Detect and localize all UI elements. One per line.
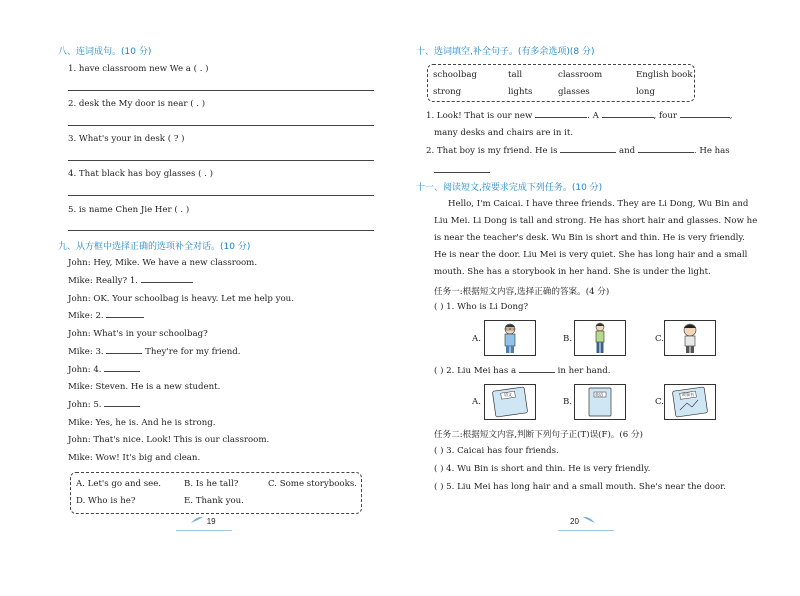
tall-boy-image[interactable] (574, 320, 626, 356)
option-b-label: B. (563, 334, 573, 344)
word: classroom (558, 70, 603, 80)
task-1-title: 任务一:根据短文内容,选择正确的答案。(4 分) (434, 287, 610, 297)
tf-question-4: ( ) 4. Wu Bin is short and thin. He is very friendly. (434, 464, 651, 474)
section-9-title: 九、从方框中选择正确的选项补全对话。(10 分) (58, 242, 251, 252)
task-2-title: 任务二:根据短文内容,判断下列句子正(T)误(F)。(6 分) (434, 430, 643, 440)
dialog-line-11: John: That's nice. Look! This is our classroom. (68, 435, 270, 445)
blank-2[interactable] (106, 317, 144, 318)
dialog-line-6: Mike: 3. They're for my friend. (68, 347, 241, 357)
blank-4[interactable] (104, 371, 140, 372)
passage-line: He is near the door. Liu Mei is very quiet. She has long hair and a small (434, 250, 748, 260)
page-number-left: 19 (190, 516, 216, 527)
option-c-label: C. (655, 397, 665, 407)
option-c: C. Some storybooks. (268, 479, 357, 489)
dialog-line-3: John: OK. Your schoolbag is heavy. Let me help you. (68, 294, 294, 304)
boy-image[interactable] (664, 320, 716, 356)
blank-1[interactable] (141, 282, 193, 283)
section-10-title: 十、选词填空,补全句子。(有多余选项)(8 分) (416, 47, 595, 57)
tf-question-3: ( ) 3. Caicai has four friends. (434, 446, 559, 456)
boy-with-glasses-image[interactable] (484, 320, 536, 356)
dialog-line-8: Mike: Steven. He is a new student. (68, 382, 221, 392)
option-b: B. Is he tall? (184, 479, 239, 489)
passage-line: mouth. She has a storybook in her hand. She is under the light. (434, 267, 711, 277)
dialog-line-2: Mike: Really? 1. (68, 276, 193, 286)
option-a: A. Let's go and see. (76, 479, 162, 489)
section-11-title: 十一、阅读短文,按要求完成下列任务。(10 分) (416, 183, 603, 193)
s8-item-3: 3. What's your in desk ( ? ) (68, 134, 185, 144)
blank[interactable] (434, 172, 490, 173)
option-b-label: B. (563, 397, 573, 407)
dialog-line-9: John: 5. (68, 400, 140, 410)
page-number-right: 20 (570, 516, 596, 527)
passage-line: Hello, I'm Caicai. I have three friends. They are Li Dong, Wu Bin and (448, 199, 749, 209)
dialog-line-10: Mike: Yes, he is. And he is strong. (68, 418, 216, 428)
option-c-label: C. (655, 334, 665, 344)
question-1: ( ) 1. Who is Li Dong? (434, 302, 529, 312)
passage-line: is near the teacher's desk. Wu Bin is short and thin. He is very friendly. (434, 233, 745, 243)
blank[interactable] (680, 117, 730, 118)
feather-icon (190, 516, 204, 524)
s10-q1: 1. Look! That is our new . A , four , (426, 111, 733, 121)
answer-line[interactable] (68, 160, 374, 161)
section-8-title: 八、连词成句。(10 分) (58, 47, 152, 57)
chinese-book-image[interactable] (484, 384, 536, 420)
book-title-c: 故事书 (682, 392, 694, 397)
tf-question-5: ( ) 5. Liu Mei has long hair and a small mouth. She's near the door. (434, 482, 727, 492)
option-e: E. Thank you. (184, 496, 244, 506)
word: glasses (558, 87, 590, 97)
page-underline (558, 530, 614, 531)
word: lights (508, 87, 533, 97)
blank[interactable] (638, 152, 694, 153)
s10-q1-cont: many desks and chairs are in it. (434, 128, 574, 138)
word: tall (508, 70, 523, 80)
question-2: ( ) 2. Liu Mei has a in her hand. (434, 366, 611, 376)
word: strong (433, 87, 462, 97)
s8-item-1: 1. have classroom new We a ( . ) (68, 64, 209, 74)
dialog-line-7: John: 4. (68, 365, 140, 375)
dialog-line-1: John: Hey, Mike. We have a new classroom. (68, 258, 258, 268)
answer-line[interactable] (68, 230, 374, 231)
page-underline (176, 530, 232, 531)
word: long (636, 87, 655, 97)
book-title-a: 语文 (504, 392, 512, 397)
storybook-image[interactable] (664, 384, 716, 420)
answer-line[interactable] (68, 90, 374, 91)
blank[interactable] (560, 152, 616, 153)
option-a-label: A. (472, 397, 481, 407)
answer-line[interactable] (68, 195, 374, 196)
option-a-label: A. (472, 334, 481, 344)
blank[interactable] (602, 117, 654, 118)
book-title-b: 英语 (595, 392, 603, 397)
word: English book (636, 70, 693, 80)
s8-item-2: 2. desk the My door is near ( . ) (68, 99, 206, 109)
word: schoolbag (433, 70, 477, 80)
s10-q2: 2. That boy is my friend. He is and . He has (426, 146, 730, 156)
dialog-line-12: Mike: Wow! It's big and clean. (68, 453, 201, 463)
dialog-line-5: John: What's in your schoolbag? (68, 329, 208, 339)
answer-line[interactable] (68, 125, 374, 126)
s8-item-5: 5. is name Chen Jie Her ( . ) (68, 205, 190, 215)
blank-5[interactable] (104, 406, 140, 407)
blank[interactable] (535, 117, 587, 118)
s8-item-4: 4. That black has boy glasses ( . ) (68, 169, 214, 179)
blank-3[interactable] (106, 353, 142, 354)
passage-line: Liu Mei. Li Dong is tall and strong. He has short hair and glasses. Now he (434, 216, 758, 226)
english-book-image[interactable] (574, 384, 626, 420)
option-d: D. Who is he? (76, 496, 136, 506)
blank[interactable] (519, 372, 555, 373)
feather-icon (582, 516, 596, 524)
dialog-line-4: Mike: 2. (68, 311, 144, 321)
